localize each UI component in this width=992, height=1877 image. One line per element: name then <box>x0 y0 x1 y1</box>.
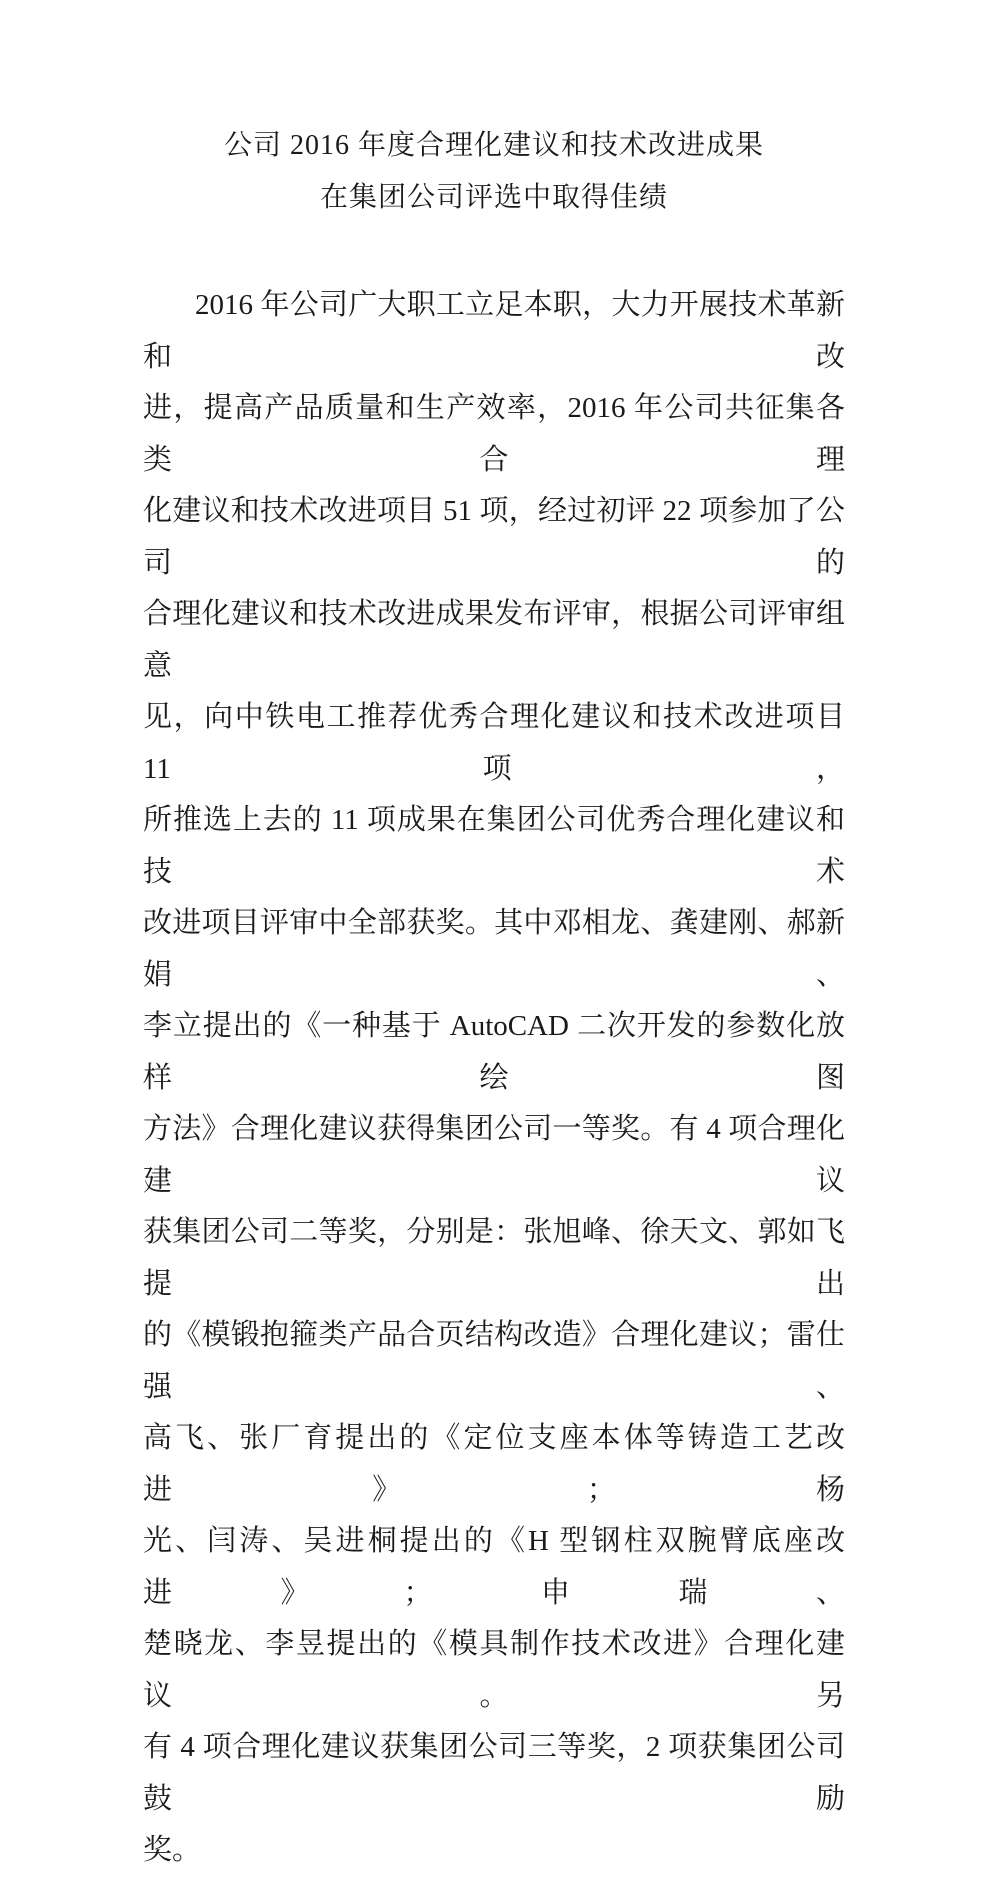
body-text-line: 李立提出的《一种基于 AutoCAD 二次开发的参数化放样绘图 <box>143 1010 845 1094</box>
body-text-line: 见，向中铁电工推荐优秀合理化建议和技术改进项目 11 项， <box>143 701 845 785</box>
body-text-line: 改进项目评审中全部获奖。其中邓相龙、龚建刚、郝新娟、 <box>143 907 845 991</box>
body-text-line: 奖。 <box>143 1834 202 1866</box>
document-content <box>143 120 845 1877</box>
body-text-line: 2016 年公司广大职工立足本职，大力开展技术革新和改 <box>143 289 845 373</box>
body-text-line: 有 4 项合理化建议获集团公司三等奖，2 项获集团公司鼓励 <box>143 1731 845 1815</box>
body-text-line: 光、闫涛、吴进桐提出的《H 型钢柱双腕臂底座改进》；申瑞、 <box>143 1525 845 1609</box>
document-title <box>143 120 845 224</box>
body-text-line: 所推选上去的 11 项成果在集团公司优秀合理化建议和技术 <box>143 804 845 888</box>
body-text-line: 获集团公司二等奖，分别是：张旭峰、徐天文、郭如飞提出 <box>143 1216 845 1300</box>
body-text-line: 方法》合理化建议获得集团公司一等奖。有 4 项合理化建议 <box>143 1113 845 1197</box>
body-text-line: 楚晓龙、李昱提出的《模具制作技术改进》合理化建议。另 <box>143 1628 845 1712</box>
document-title-line-2: 在集团公司评选中取得佳绩 <box>319 182 668 213</box>
document-title-line-1: 公司 2016 年度合理化建议和技术改进成果 <box>223 130 764 161</box>
body-text-line: 的《模锻抱箍类产品合页结构改造》合理化建议；雷仕强、 <box>143 1319 845 1403</box>
body-text-line: 合理化建议和技术改进成果发布评审，根据公司评审组意 <box>143 598 845 682</box>
body-text-line: 化建议和技术改进项目 51 项，经过初评 22 项参加了公司的 <box>143 495 845 579</box>
body-text-line: 高飞、张厂育提出的《定位支座本体等铸造工艺改进》；杨 <box>143 1422 845 1506</box>
body-text-line: 进，提高产品质量和生产效率，2016 年公司共征集各类合理 <box>143 392 845 476</box>
document-body <box>143 280 845 1877</box>
